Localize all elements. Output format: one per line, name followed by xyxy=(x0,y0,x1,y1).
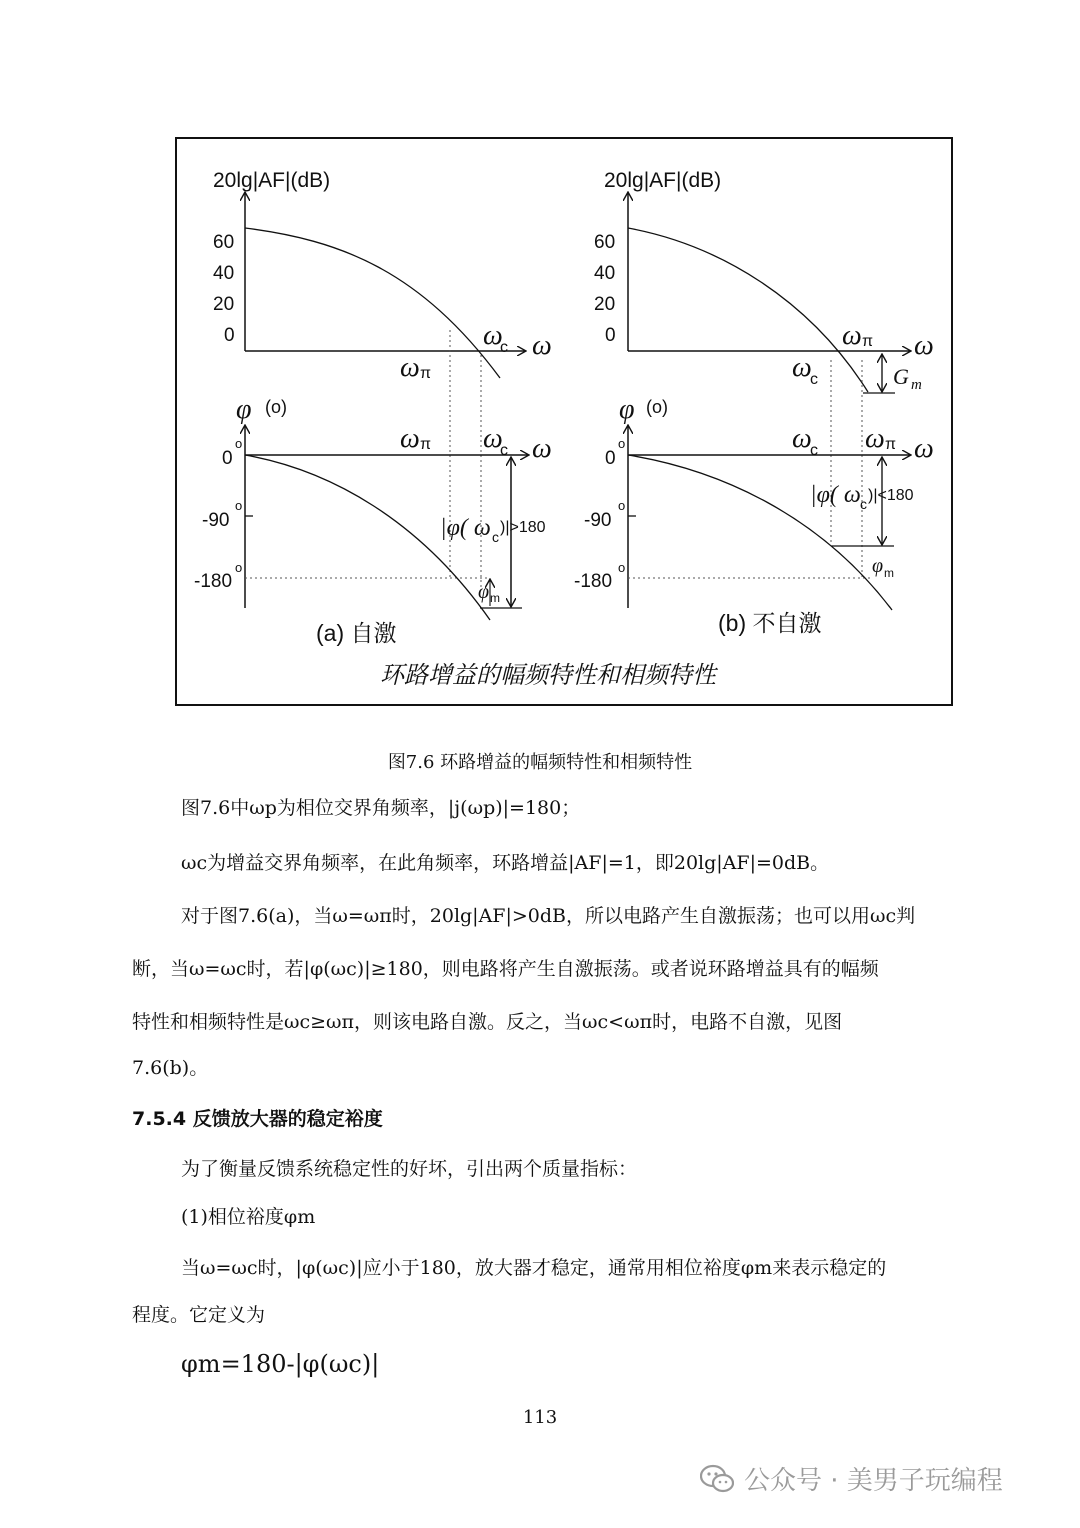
b-omega-axis-2: ω xyxy=(914,433,934,464)
text-line-4: 断，当ω=ωc时，若|φ(ωc)|≥180，则电路将产生自激振荡。或者说环路增益具有的幅频 xyxy=(132,958,879,980)
a-omega-axis: ω xyxy=(532,330,552,361)
b-phase-annotation: |φ( ω xyxy=(810,482,861,508)
b-omega-pi-2: ω xyxy=(865,423,885,454)
b-gm: G xyxy=(893,364,909,389)
b-caption: (b) 不自激 xyxy=(718,610,822,636)
a-omega-c-2: ω xyxy=(483,423,503,454)
b-phase-annotation-post: )|<180 xyxy=(868,487,914,504)
a-omega-c-sub-2: c xyxy=(500,442,508,459)
a-omega-pi-sub-2: π xyxy=(420,436,432,453)
a-omega-pi-2: ω xyxy=(400,423,420,454)
a-ytick-0: 0 xyxy=(224,325,235,346)
b-ytick-20: 20 xyxy=(594,294,616,315)
text-line-5: 特性和相频特性是ωc≥ωπ，则该电路自激。反之，当ωc<ωπ时，电路不自激，见图 xyxy=(132,1011,843,1033)
b-phi-m-sub: m xyxy=(884,566,894,580)
a-ytick-40: 40 xyxy=(213,263,235,284)
b-ytick-60: 60 xyxy=(594,232,616,253)
text-line-10: 程度。它定义为 xyxy=(132,1304,266,1326)
a-phi-axis: φ xyxy=(236,394,252,425)
a-omega-c-sub: c xyxy=(500,339,508,356)
watermark xyxy=(700,1460,1003,1497)
watermark-text: 公众号 · 美男子玩编程 xyxy=(744,1466,1003,1496)
b-deg-0: o xyxy=(618,436,626,451)
b-deg-180: o xyxy=(618,560,626,575)
b-omega-pi: ω xyxy=(842,320,862,351)
a-ytick-60: 60 xyxy=(213,232,235,253)
a-omega-pi-sub: π xyxy=(420,365,432,382)
b-gm-sub: m xyxy=(911,377,922,393)
b-ptick-90: -90 xyxy=(584,510,612,531)
a-deg-180: o xyxy=(235,560,243,575)
a-ptick-90: -90 xyxy=(202,510,230,531)
a-ytick-20: 20 xyxy=(213,294,235,315)
b-omega-axis: ω xyxy=(914,330,934,361)
a-phase-annotation-post: )|>180 xyxy=(500,519,546,536)
plot-a xyxy=(194,169,552,646)
b-omega-c: ω xyxy=(792,352,812,383)
b-y-axis-label: 20lg|AF|(dB) xyxy=(604,169,722,192)
b-deg-90: o xyxy=(618,498,626,513)
b-magnitude-curve xyxy=(628,228,868,392)
text-line-2: ωc为增益交界角频率，在此角频率，环路增益|AF|=1，即20lg|AF|=0dB。 xyxy=(181,852,830,874)
formula: φm=180-|φ(ωc)| xyxy=(181,1350,380,1378)
a-ptick-0: 0 xyxy=(222,448,233,469)
b-omega-pi-sub: π xyxy=(862,333,874,350)
b-phase-curve xyxy=(628,455,892,610)
a-ptick-180: -180 xyxy=(194,571,233,592)
text-line-3: 对于图7.6(a)，当ω=ωπ时，20lg|AF|>0dB，所以电路产生自激振荡；也可以用ωc判 xyxy=(181,905,916,927)
b-omega-c-sub-2: c xyxy=(810,442,818,459)
a-omega-c: ω xyxy=(483,320,503,351)
page-number: 113 xyxy=(522,1407,558,1428)
plot-b xyxy=(574,169,934,636)
a-phi-unit: (o) xyxy=(265,397,287,417)
b-ptick-0: 0 xyxy=(605,448,616,469)
text-line-9: 当ω=ωc时，|φ(ωc)|应小于180，放大器才稳定，通常用相位裕度φm来表示稳定的 xyxy=(181,1257,887,1279)
a-phase-annotation-sub: c xyxy=(492,529,499,545)
a-phi-m-sub: m xyxy=(490,591,500,605)
section-heading: 7.5.4 反馈放大器的稳定裕度 xyxy=(132,1108,383,1130)
b-omega-c-sub: c xyxy=(810,371,818,388)
b-omega-pi-sub-2: π xyxy=(885,436,897,453)
a-magnitude-curve xyxy=(245,228,500,378)
b-ptick-180: -180 xyxy=(574,571,613,592)
figure-inner-title: 环路增益的幅频特性和相频特性 xyxy=(380,662,716,689)
figure-frame xyxy=(176,138,952,705)
b-ytick-0: 0 xyxy=(605,325,616,346)
text-line-8: (1)相位裕度φm xyxy=(181,1206,316,1228)
a-caption: (a) 自激 xyxy=(316,620,397,646)
text-line-7: 为了衡量反馈系统稳定性的好坏，引出两个质量指标： xyxy=(181,1158,638,1180)
figure-caption: 图7.6 环路增益的幅频特性和相频特性 xyxy=(387,752,693,773)
text-line-1: 图7.6中ωp为相位交界角频率，|j(ωp)|=180； xyxy=(181,797,581,819)
a-omega-axis-2: ω xyxy=(532,433,552,464)
a-omega-pi: ω xyxy=(400,352,420,383)
b-phi-unit: (o) xyxy=(646,397,668,417)
a-phase-annotation: |φ( ω xyxy=(440,515,491,541)
a-deg-90: o xyxy=(235,498,243,513)
b-phi-m: φ xyxy=(872,555,884,577)
wechat-icon xyxy=(700,1464,734,1494)
b-phi-axis: φ xyxy=(619,394,635,425)
a-deg-0: o xyxy=(235,436,243,451)
b-omega-c-2: ω xyxy=(792,423,812,454)
a-phi-m: φ xyxy=(478,581,490,603)
b-phase-annotation-sub: c xyxy=(860,496,867,512)
a-y-axis-label: 20lg|AF|(dB) xyxy=(213,169,331,192)
text-line-6: 7.6(b)。 xyxy=(132,1057,209,1079)
b-ytick-40: 40 xyxy=(594,263,616,284)
bode-figure xyxy=(0,0,1080,720)
